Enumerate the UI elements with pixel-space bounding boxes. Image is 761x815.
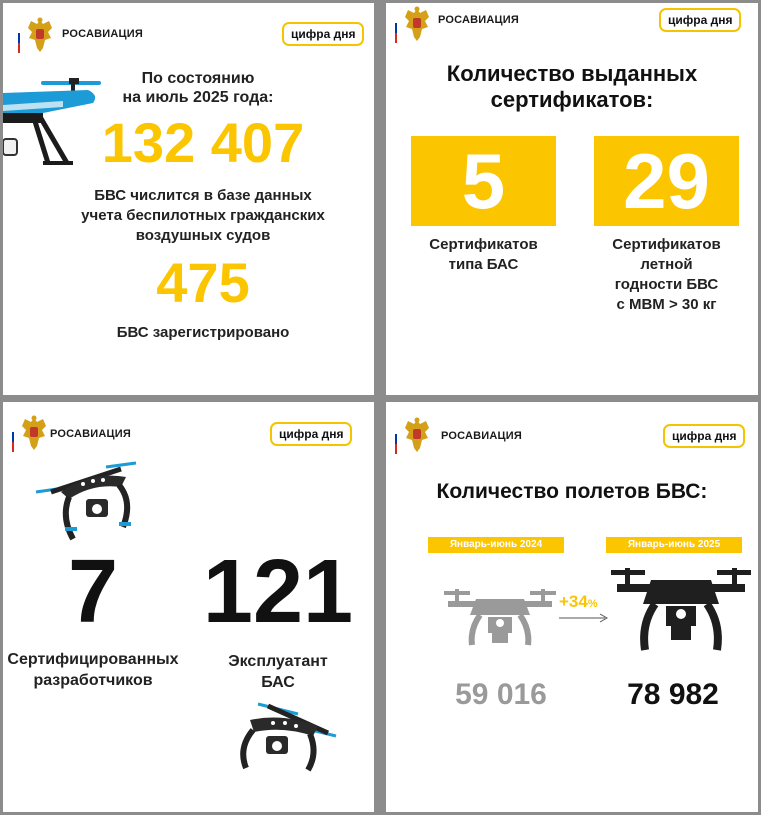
- certificate-type-caption: Сертификатов типа БАС: [429, 236, 538, 273]
- second-number: 475: [156, 251, 250, 314]
- badge-digit-of-day: цифра дня: [663, 424, 745, 448]
- period-left-badge: Январь-июнь 2024: [428, 537, 564, 553]
- certificate-airworthiness-value: 29: [623, 137, 710, 225]
- arrow-right-icon: [559, 613, 609, 623]
- flag-red-stripe: [395, 33, 397, 43]
- operators-caption: Эксплуатант БАС: [228, 653, 328, 691]
- flag-blue-stripe: [18, 33, 20, 43]
- flights-title: Количество полетов БВС:: [436, 480, 708, 503]
- eagle-emblem-icon: [401, 416, 433, 454]
- panel-registered-drones: [3, 3, 374, 395]
- flag-white-stripe: [395, 13, 397, 23]
- flag-white-stripe: [12, 422, 14, 432]
- badge-digit-of-day: цифра дня: [270, 422, 352, 446]
- flag-red-stripe: [18, 43, 20, 53]
- second-number-caption: БВС зарегистрировано: [116, 324, 290, 341]
- flights-2024-value: 59 016: [455, 678, 547, 711]
- flights-2025-value: 78 982: [627, 678, 719, 711]
- brand-name: РОСАВИАЦИЯ: [438, 14, 520, 26]
- certificates-title: Количество выданных сертификатов:: [446, 61, 698, 112]
- developers-caption: Сертифицированных разработчиков: [7, 651, 179, 689]
- badge-digit-of-day: цифра дня: [659, 8, 741, 32]
- eagle-emblem-icon: [24, 16, 56, 54]
- certificate-type-value: 5: [461, 137, 506, 225]
- brand-name: РОСАВИАЦИЯ: [441, 430, 523, 442]
- big-number-caption: БВС числится в базе данных учета беспилотных гражданских воздушных судов: [81, 187, 325, 244]
- drone-2025-icon: [611, 564, 751, 654]
- eagle-emblem-icon: [401, 5, 433, 43]
- flag-white-stripe: [18, 23, 20, 33]
- growth-value: +34: [559, 592, 588, 611]
- drone-top-icon: [31, 457, 143, 542]
- certificate-box-type: [411, 136, 556, 226]
- drone-2024-icon: [444, 585, 556, 650]
- brand-name: РОСАВИАЦИЯ: [62, 28, 144, 40]
- period-right-badge: Январь-июнь 2025: [606, 537, 742, 553]
- flag-white-stripe: [395, 424, 397, 434]
- badge-digit-of-day: цифра дня: [282, 22, 364, 46]
- certificate-airworthiness-caption: Сертификатов летной годности БВС с МВМ > 30 кг: [612, 236, 721, 313]
- intro-text: По состоянию на июль 2025 года:: [122, 70, 274, 106]
- developers-value: 7: [67, 542, 119, 642]
- brand-name: РОСАВИАЦИЯ: [50, 428, 132, 440]
- panel-certificates: [386, 3, 758, 395]
- growth-indicator: [559, 592, 598, 614]
- certificate-box-airworthiness: [594, 136, 739, 226]
- growth-unit: %: [587, 598, 598, 610]
- eagle-emblem-icon: [18, 414, 50, 452]
- flag-blue-stripe: [12, 432, 14, 442]
- flag-blue-stripe: [395, 23, 397, 33]
- flag-red-stripe: [12, 442, 14, 452]
- drone-bottom-icon: [228, 698, 340, 773]
- panel-developers-operators: [3, 402, 374, 812]
- panel-flights: [386, 402, 758, 812]
- flag-blue-stripe: [395, 434, 397, 444]
- big-number: 132 407: [101, 111, 305, 174]
- operators-value: 121: [202, 542, 354, 642]
- flag-red-stripe: [395, 444, 397, 454]
